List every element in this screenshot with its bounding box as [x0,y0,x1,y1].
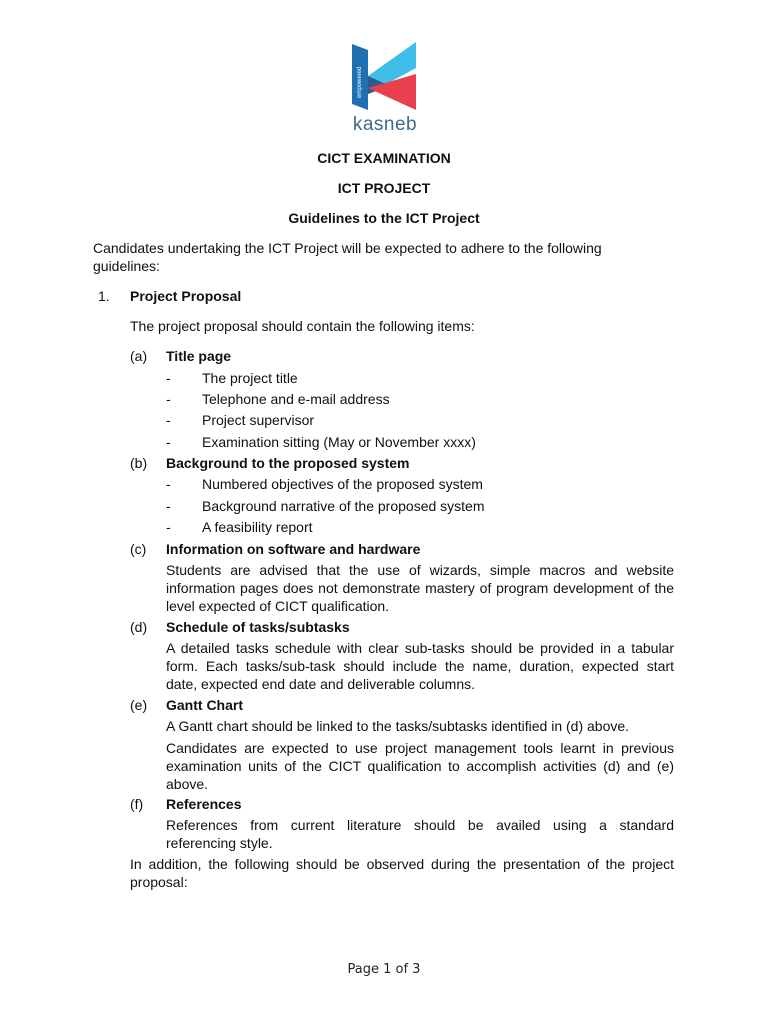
item-a-title: Title page [166,348,232,364]
item-e-title: Gantt Chart [166,697,243,713]
list-item: A feasibility report [202,519,313,535]
item-b-marker: (b) [130,455,148,471]
item-f-title: References [166,796,242,812]
intro-line-1: Candidates undertaking the ICT Project will be expected to adhere to the following [93,240,602,256]
bullet-dash: - [166,412,171,428]
item-e-marker: (e) [130,697,148,713]
item-b-title: Background to the proposed system [166,455,410,471]
list-item: Project supervisor [202,412,315,428]
item-c-title: Information on software and hardware [166,541,421,557]
item-f-line: referencing style. [166,835,273,851]
svg-text:empowered: empowered [357,66,363,98]
list-item: Background narrative of the proposed system [202,498,485,514]
list-item: Numbered objectives of the proposed system [202,476,483,492]
item-c-marker: (c) [130,541,147,557]
bullet-dash: - [166,391,171,407]
item-c-line: level expected of CICT qualification. [166,598,390,614]
list-item: Telephone and e-mail address [202,391,390,407]
item-d-title: Schedule of tasks/subtasks [166,619,350,635]
logo-wordmark: kasneb [352,114,418,135]
list-item: The project title [202,370,298,386]
item-e-line: above. [166,776,209,792]
item-e-line: examination units of the CICT qualification to accomplish activities (d) and (e) [166,758,674,774]
guidelines-heading: Guidelines to the ICT Project [288,210,480,226]
closing-line: In addition, the following should be observed during the presentation of the project [130,856,674,872]
bullet-dash: - [166,476,171,492]
item-d-line: date, expected end date and deliverable columns. [166,676,475,692]
bullet-dash: - [166,498,171,514]
item-d-line: A detailed tasks schedule with clear sub-tasks should be provided in a tabular [166,640,674,656]
closing-line: proposal: [130,874,188,890]
item-d-line: form. Each tasks/sub-task should include the name, duration, expected start [166,658,674,674]
item-a-marker: (a) [130,348,148,364]
item-f-marker: (f) [130,796,144,812]
item-f-line: References from current literature should be availed using a standard [166,817,674,833]
item-e-para: A Gantt chart should be linked to the tasks/subtasks identified in (d) above. [166,718,630,734]
item-c-line: information pages does not demonstrate mastery of program development of the [166,580,674,596]
bullet-dash: - [166,370,171,386]
bullet-dash: - [166,519,171,535]
intro-line-2: guidelines: [93,258,160,274]
section-number: 1. [98,288,110,304]
exam-heading: CICT EXAMINATION [317,150,451,166]
item-c-line: Students are advised that the use of wizards, simple macros and website [166,562,674,578]
section-title: Project Proposal [130,288,242,304]
bullet-dash: - [166,434,171,450]
page-number: Page 1 of 3 [347,962,421,977]
list-item: Examination sitting (May or November xxxx) [202,434,476,450]
item-d-marker: (d) [130,619,148,635]
item-e-line: Candidates are expected to use project management tools learnt in previous [166,740,674,756]
project-heading: ICT PROJECT [337,180,431,196]
section-lead: The project proposal should contain the following items: [130,318,475,334]
